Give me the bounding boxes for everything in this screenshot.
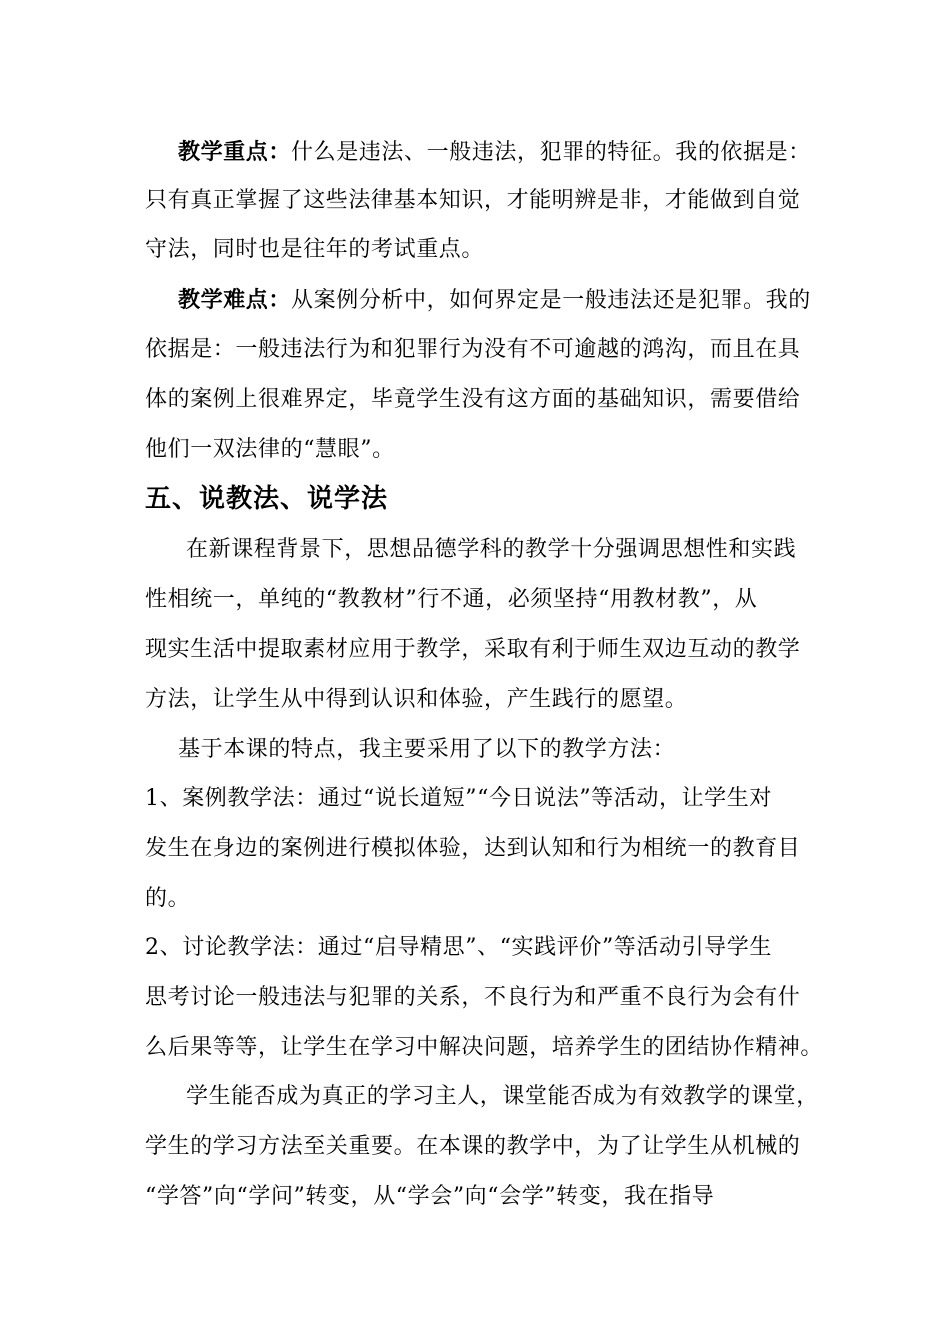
focus-label: 教学重点： xyxy=(178,139,292,165)
focus-line-1 xyxy=(178,137,811,168)
method-2-line-1: 2、讨论教学法：通过“启导精思”、“实践评价”等活动引导学生 xyxy=(145,935,772,960)
method-2-line-3: 么后果等等，让学生在学习中解决问题，培养学生的团结协作精神。 xyxy=(145,1035,824,1060)
section-heading-five: 五、说教法、说学法 xyxy=(145,484,389,514)
difficulty-line-1 xyxy=(178,285,811,316)
background-line-2: 性相统一，单纯的“教教材”行不通，必须坚持“用教材教”，从 xyxy=(145,587,758,612)
method-1-line-1: 1、案例教学法：通过“说长道短”“今日说法”等活动，让学生对 xyxy=(145,786,772,811)
focus-line-3: 守法，同时也是往年的考试重点。 xyxy=(145,237,485,262)
background-line-3: 现实生活中提取素材应用于教学，采取有利于师生双边互动的教学 xyxy=(145,637,801,662)
difficulty-label: 教学难点： xyxy=(178,287,292,313)
difficulty-line-4: 他们一双法律的“慧眼”。 xyxy=(145,437,395,462)
method-1-line-3: 的。 xyxy=(145,886,191,911)
focus-line-2: 只有真正掌握了这些法律基本知识，才能明辨是非，才能做到自觉 xyxy=(145,188,801,213)
method-1-line-2: 发生在身边的案例进行模拟体验，达到认知和行为相统一的教育目 xyxy=(145,836,801,861)
learning-line-2: 学生的学习方法至关重要。在本课的教学中，为了让学生从机械的 xyxy=(145,1134,801,1159)
learning-line-3: “学答”向“学问”转变，从“学会”向“会学”转变，我在指导 xyxy=(145,1184,715,1209)
methods-intro: 基于本课的特点，我主要采用了以下的教学方法： xyxy=(178,737,676,762)
focus-text-1: 什么是违法、一般违法，犯罪的特征。我的依据是： xyxy=(291,140,811,165)
difficulty-text-1: 从案例分析中，如何界定是一般违法还是犯罪。我的 xyxy=(291,288,811,313)
method-2-line-2: 思考讨论一般违法与犯罪的关系，不良行为和严重不良行为会有什 xyxy=(145,985,801,1010)
learning-line-1: 学生能否成为真正的学习主人，课堂能否成为有效教学的课堂， xyxy=(186,1084,819,1109)
difficulty-line-3: 体的案例上很难界定，毕竟学生没有这方面的基础知识，需要借给 xyxy=(145,387,801,412)
difficulty-line-2: 依据是：一般违法行为和犯罪行为没有不可逾越的鸿沟，而且在具 xyxy=(145,337,801,362)
background-line-1: 在新课程背景下，思想品德学科的教学十分强调思想性和实践 xyxy=(186,537,797,562)
background-line-4: 方法，让学生从中得到认识和体验，产生践行的愿望。 xyxy=(145,687,688,712)
